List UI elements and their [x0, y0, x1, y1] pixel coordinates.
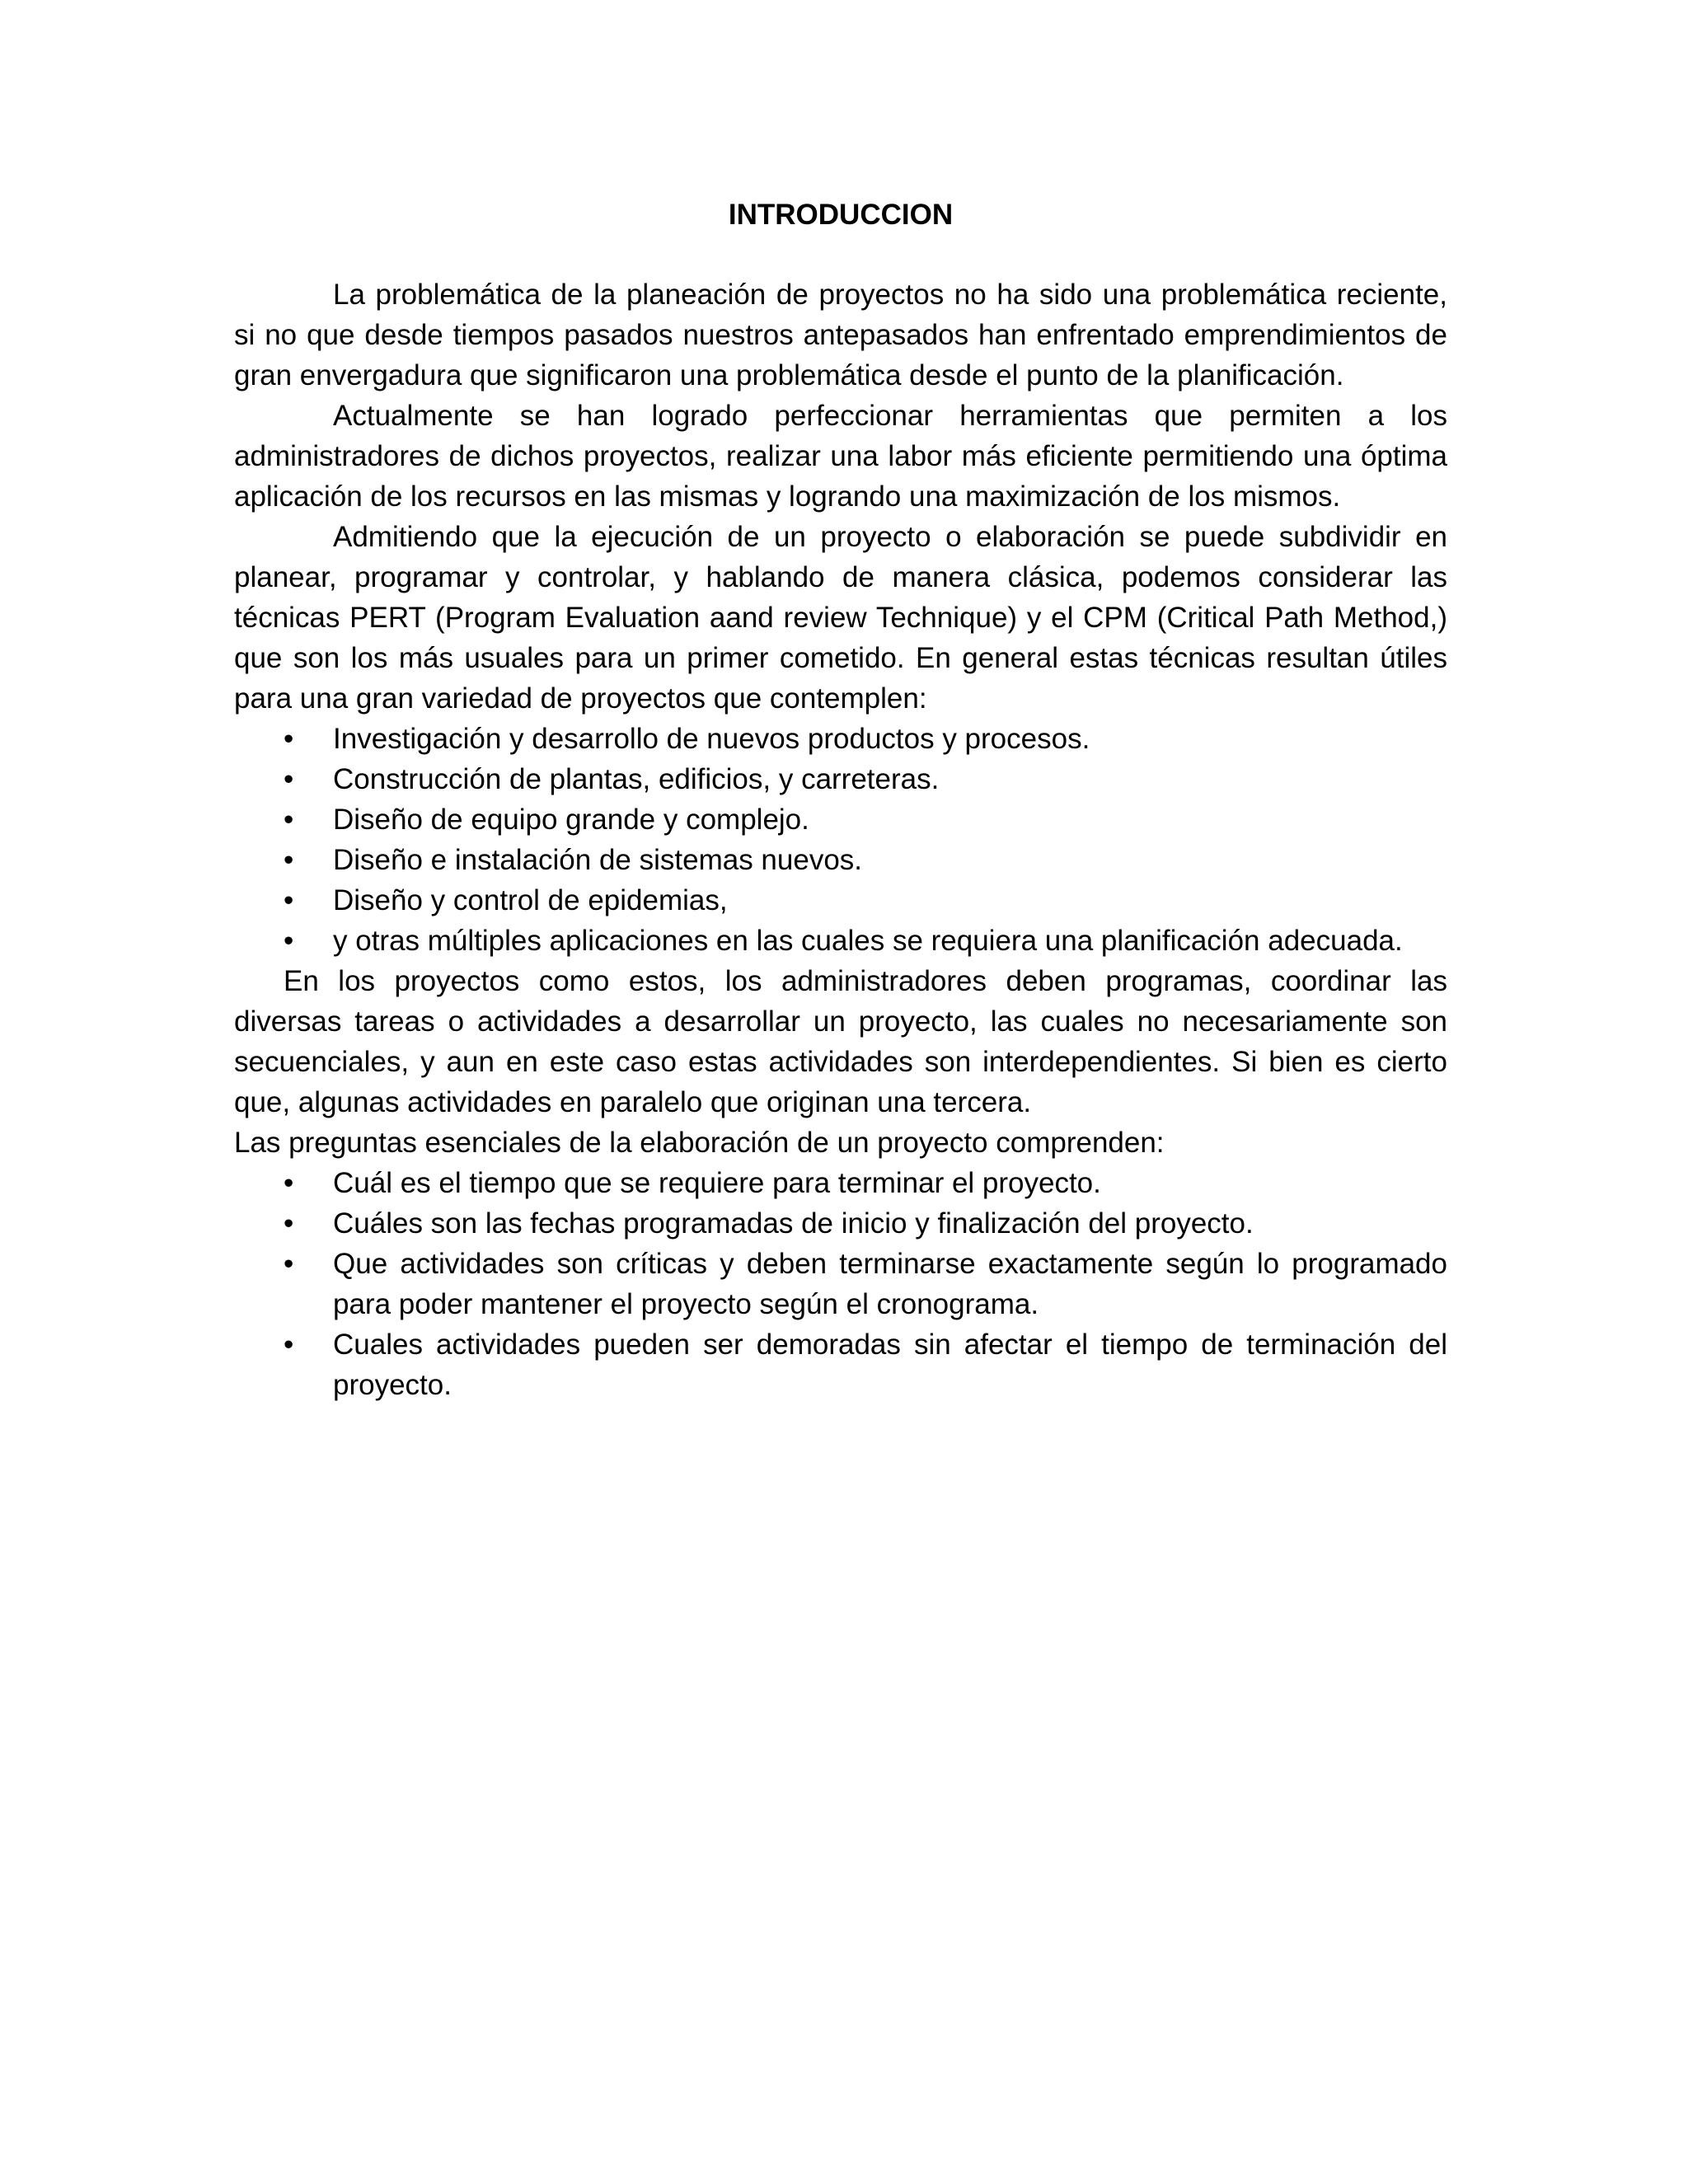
list-item: • Construcción de plantas, edificios, y carreteras. [234, 759, 1447, 799]
paragraph-2: Actualmente se han logrado perfeccionar herramientas que permiten a los administradores de dichos proyectos, realizar una labor más eficiente permitiendo una óptima aplicación de los recursos en las mismas y logrando una maximización de los mismos. [234, 400, 1447, 513]
paragraph-1: La problemática de la planeación de proyectos no ha sido una problemática reciente, si no que desde tiempos pasados nuestros antepasados han enfrentado emprendimientos de gran envergadura que significaron una problemática desde el punto de la planificación. [234, 279, 1447, 391]
list-item: • Diseño e instalación de sistemas nuevos. [234, 840, 1447, 880]
bullet-icon: • [284, 1329, 294, 1361]
document-page [234, 194, 1447, 1405]
bullet-icon: • [284, 1248, 294, 1280]
applications-list [234, 719, 1447, 961]
paragraph-4: En los proyectos como estos, los administradores deben programas, coordinar las diversas tareas o actividades a desarrollar un proyecto, las cuales no necesariamente son secuenciales, y aun en este caso estas actividades son interdependientes. Si bien es cierto que, algunas actividades en paralelo que originan una tercera. [234, 965, 1447, 1118]
bullet-icon: • [284, 884, 294, 916]
paragraph-5: Las preguntas esenciales de la elaboración de un proyecto comprenden: [234, 1127, 1165, 1159]
bullet-icon: • [284, 1167, 294, 1199]
bullet-icon: • [284, 804, 294, 836]
questions-list [234, 1163, 1447, 1405]
bullet-icon: • [284, 1207, 294, 1240]
list-item: • Que actividades son críticas y deben terminarse exactamente según lo programado para poder mantener el proyecto según el cronograma. [234, 1244, 1447, 1324]
bullet-icon: • [284, 723, 294, 755]
paragraph-3: Admitiendo que la ejecución de un proyecto o elaboración se puede subdividir en planear, programar y controlar, y hablando de manera clásica, podemos considerar las técnicas PERT (Program Evaluation aand review Technique) y el CPM (Critical Path Method,) que son los más usuales para un primer cometido. En general estas técnicas resultan útiles para una gran variedad de proyectos que contemplen: [234, 521, 1447, 715]
list-item: • Investigación y desarrollo de nuevos productos y procesos. [234, 719, 1447, 759]
list-item: • y otras múltiples aplicaciones en las cuales se requiera una planificación adecuada. [234, 921, 1447, 961]
list-item: • Cuáles son las fechas programadas de inicio y finalización del proyecto. [234, 1203, 1447, 1244]
bullet-icon: • [284, 763, 294, 795]
list-item: • Cuales actividades pueden ser demoradas sin afectar el tiempo de terminación del proyecto. [234, 1324, 1447, 1405]
list-item: • Cuál es el tiempo que se requiere para terminar el proyecto. [234, 1163, 1447, 1203]
list-item: • Diseño y control de epidemias, [234, 880, 1447, 921]
document-title: INTRODUCCION [728, 199, 954, 231]
bullet-icon: • [284, 844, 294, 876]
bullet-icon: • [284, 925, 294, 957]
list-item: • Diseño de equipo grande y complejo. [234, 799, 1447, 840]
